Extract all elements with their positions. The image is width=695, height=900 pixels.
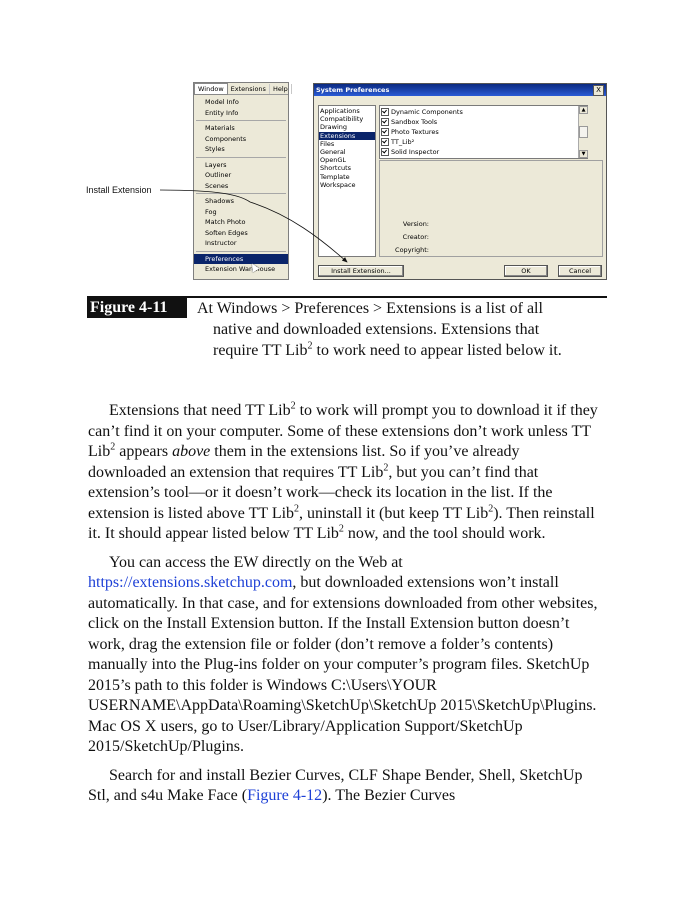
extension-label: TT_Lib²: [391, 138, 415, 146]
menu-item-extension-warehouse[interactable]: Extension Warehouse: [205, 265, 276, 273]
menu-item-fog[interactable]: Fog: [205, 207, 217, 216]
caption-text: to work need to appear listed below it.: [312, 342, 562, 359]
extension-label: Photo Textures: [391, 128, 439, 136]
category-extensions[interactable]: Extensions: [319, 132, 375, 140]
dialog-title: System Preferences: [316, 86, 390, 94]
menu-item-materials[interactable]: Materials: [205, 124, 235, 132]
category-workspace[interactable]: Workspace: [320, 180, 356, 189]
extension-label: Dynamic Components: [391, 108, 463, 116]
menu-item-instructor[interactable]: Instructor: [205, 239, 237, 247]
callout-leader-line: [160, 190, 250, 202]
paragraph: Search for and install Bezier Curves, CLF Shape Bender, Shell, SketchUp Stl, and s4u Make Face (Figure 4-12). The Bezier Curves: [88, 766, 583, 804]
install-extension-button[interactable]: Install Extension...: [318, 265, 404, 277]
paragraph: You can access the EW directly on the Web at https://extensions.sketchup.com, but downloaded extensions won’t install automatically. In that case, and for extensions downloaded from other websites, click on the Install Extension button. If the Install Extension button doesn’t work, drag the extension file or folder (don’t remove a folder’s contents) manually into the Plug-ins folder on your computer’s program files. SketchUp 2015’s path to this folder is Windows C:\Users\YOUR USERNAME\AppData\Roaming\SketchUp\SketchUp 2015\SketchUp\Plugins. Mac OS X users, go to User/Library/Application Support/SketchUp 2015/SketchUp/Plugins.: [88, 553, 598, 755]
category-compatibility[interactable]: Compatibility: [320, 115, 364, 124]
menu-item-match-photo[interactable]: Match Photo: [205, 218, 246, 226]
menu-window[interactable]: Window: [194, 83, 228, 95]
category-drawing[interactable]: Drawing: [320, 123, 348, 132]
category-opengl[interactable]: OpenGL: [320, 156, 347, 165]
menu-help[interactable]: Help: [270, 84, 292, 94]
menu-item-components[interactable]: Components: [205, 134, 247, 143]
cancel-button[interactable]: Cancel: [558, 265, 602, 277]
version-label: Version:: [402, 220, 429, 228]
category-applications[interactable]: Applications: [320, 107, 360, 115]
menu-item-styles[interactable]: Styles: [205, 145, 225, 153]
creator-label: Creator:: [402, 233, 429, 241]
category-shortcuts[interactable]: Shortcuts: [320, 164, 352, 173]
ok-button[interactable]: OK: [504, 265, 548, 277]
scroll-down-icon[interactable]: ▼: [579, 150, 588, 158]
menu-item-scenes[interactable]: Scenes: [205, 181, 229, 190]
category-files[interactable]: Files: [320, 139, 335, 148]
close-button[interactable]: X: [593, 85, 604, 96]
extension-label: Sandbox Tools: [391, 118, 438, 126]
callout-arrow: [250, 202, 347, 262]
caption-line: [197, 340, 597, 361]
menu-item-layers[interactable]: Layers: [205, 160, 227, 169]
caption-line: At Windows > Preferences > Extensions is a list of all: [197, 300, 543, 317]
figure-caption: [197, 298, 597, 361]
menu-extensions[interactable]: Extensions: [228, 84, 270, 94]
figure-label: Figure 4-11: [87, 298, 187, 318]
menu-item-preferences[interactable]: Preferences: [194, 254, 288, 265]
caption-line: native and downloaded extensions. Extensions that: [213, 321, 540, 338]
caption-text: require TT Lib: [213, 342, 308, 359]
extension-label: Solid Inspector: [391, 148, 440, 156]
copyright-label: Copyright:: [395, 246, 429, 254]
body-text: [88, 401, 600, 815]
extensions-url-link[interactable]: https://extensions.sketchup.com: [88, 574, 293, 591]
menu-item-outliner[interactable]: Outliner: [205, 171, 232, 179]
superscript: 2: [307, 340, 313, 352]
menu-item-soften-edges[interactable]: Soften Edges: [205, 228, 248, 237]
figure-4-12-link[interactable]: Figure 4-12: [247, 787, 323, 804]
menu-item-shadows[interactable]: Shadows: [205, 197, 235, 205]
scroll-up-icon[interactable]: ▲: [579, 106, 588, 114]
category-template[interactable]: Template: [320, 172, 350, 181]
menu-item-entity-info[interactable]: Entity Info: [205, 108, 239, 117]
menu-item-model-info[interactable]: Model Info: [205, 98, 239, 106]
install-extension-callout: Install Extension: [86, 185, 152, 195]
category-general[interactable]: General: [320, 147, 346, 156]
paragraph: Extensions that need TT Lib$^2$ to work will prompt you to download it if they can’t find it on your computer. Some of these extensions don’t work unless TT Lib$^2$ appears above them in the extensions list. So if you’ve already downloaded an extension that requires TT Lib$^2$, but you can’t find that extension’s tool—or it doesn’t work—check its location in the list. If the extension is listed above TT Lib$^2$, uninstall it (but keep TT Lib$^2$). Then reinstall it. It should appear listed below TT Lib$^2$ now, and the tool should work.: [88, 400, 598, 542]
